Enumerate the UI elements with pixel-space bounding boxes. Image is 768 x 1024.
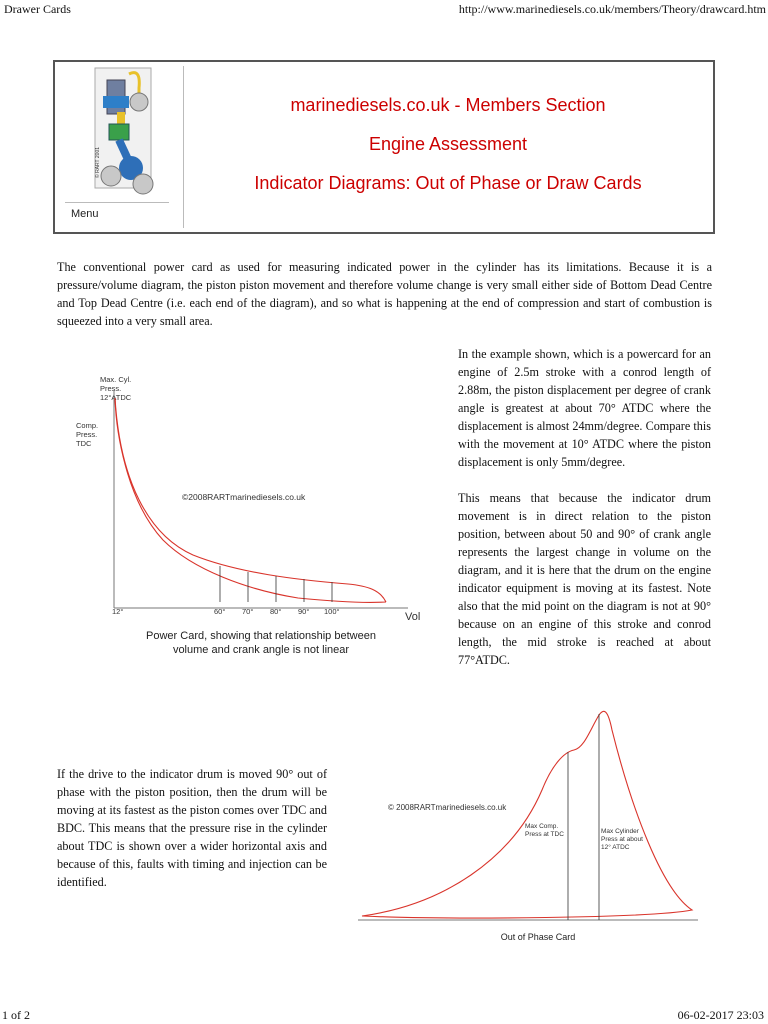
angle-label-60: 60°	[214, 607, 226, 616]
phase-card-caption: Out of Phase Card	[500, 932, 576, 942]
right-paragraph-2: This means that because the indicator drum movement is in direct relation to the piston position, between about 50 and 90° of crank angle represents the largest change in volume on the diagram, and it is here that the drum on the engine indicator equipment is moving at its fastest. Note also that the mid point on the diagram is not at 90° because on an engine of this stroke and conrod length, the mid stroke is reached at about 77°ATDC.	[458, 491, 711, 667]
power-card-caption-1: Power Card, showing that relationship between	[146, 630, 376, 642]
angle-label-70: 70°	[242, 607, 254, 616]
page-heading: Indicator Diagrams: Out of Phase or Draw Cards	[254, 173, 642, 193]
comp-press-label-2: Press.	[76, 430, 98, 439]
power-card-figure	[68, 370, 438, 660]
max-press-label-3: 12°ATDC	[100, 393, 132, 402]
comp-press-label-3: TDC	[76, 439, 92, 448]
tdc-label-1: Max Comp.	[525, 823, 559, 830]
out-of-phase-card-figure	[352, 700, 712, 950]
max-press-label-2: Press.	[100, 384, 122, 393]
angle-label-12: 12°	[112, 607, 124, 616]
print-header-title: Drawer Cards	[4, 2, 71, 16]
print-header-url[interactable]: http://www.marinediesels.co.uk/members/Theory/drawcard.htm	[458, 2, 766, 16]
intro-paragraph: The conventional power card as used for measuring indicated power in the cylinder has its limitations. Because it is a pressure/volume diagram, the piston piston movement and therefore volume change is very small either side of Bottom Dead Centre and Top Dead Centre (i.e. each end of the diagram), and so what is happening at the end of compression and start of combustion is squeezed into a very small area.	[57, 260, 712, 328]
right-paragraph-1: In the example shown, which is a powercard for an engine of 2.5m stroke with a conrod length of 2.88m, the piston displacement per degree of crank angle is greatest at about 70° ATDC where the displacement is almost 24mm/degree. Compare this with the movement at 10° ATDC where the piston displacement is only 5mm/degree.	[458, 347, 711, 469]
banner-titles	[183, 62, 713, 232]
angle-label-100: 100°	[324, 607, 340, 616]
section-title: Engine Assessment	[368, 134, 528, 154]
max-press-label-1: Max. Cyl.	[100, 375, 132, 384]
print-footer-page: 1 of 2	[2, 1008, 30, 1022]
site-banner	[53, 60, 715, 234]
power-card-copyright: ©2008RARTmarinediesels.co.uk	[182, 492, 306, 502]
angle-label-80: 80°	[270, 607, 282, 616]
power-card-caption-2: volume and crank angle is not linear	[172, 644, 350, 656]
comp-press-label-1: Comp.	[76, 421, 99, 430]
max-cyl-label-2: Press at about	[601, 836, 643, 843]
crank-angle-lines	[220, 566, 332, 602]
menu-label[interactable]: Menu	[71, 208, 99, 220]
max-cyl-label-1: Max Cylinder	[601, 828, 639, 835]
menu-button[interactable]	[65, 202, 169, 225]
x-axis-label: Vol	[405, 611, 421, 623]
site-title: marinediesels.co.uk - Members Section	[290, 95, 606, 115]
phase-card-curve	[362, 711, 692, 918]
angle-label-90: 90°	[298, 607, 310, 616]
print-footer-datetime: 06-02-2017 23:03	[677, 1008, 764, 1022]
tdc-label-2: Press at TDC	[525, 831, 564, 838]
max-cyl-label-3: 12° ATDC	[601, 844, 630, 851]
phase-card-copyright: © 2008RARTmarinediesels.co.uk	[388, 803, 507, 812]
right-column-text	[458, 345, 711, 687]
logo-copyright: © RART 2001	[95, 146, 101, 178]
out-of-phase-paragraph: If the drive to the indicator drum is moved 90° out of phase with the piston position, then the drum will be moving at its fastest as the piston comes over TDC and BDC. This means that the pressure rise in the cylinder about TDC is shown over a wider horizontal axis and because of this, faults with timing and injection can be identified.	[57, 767, 327, 889]
engine-logo	[59, 66, 183, 204]
